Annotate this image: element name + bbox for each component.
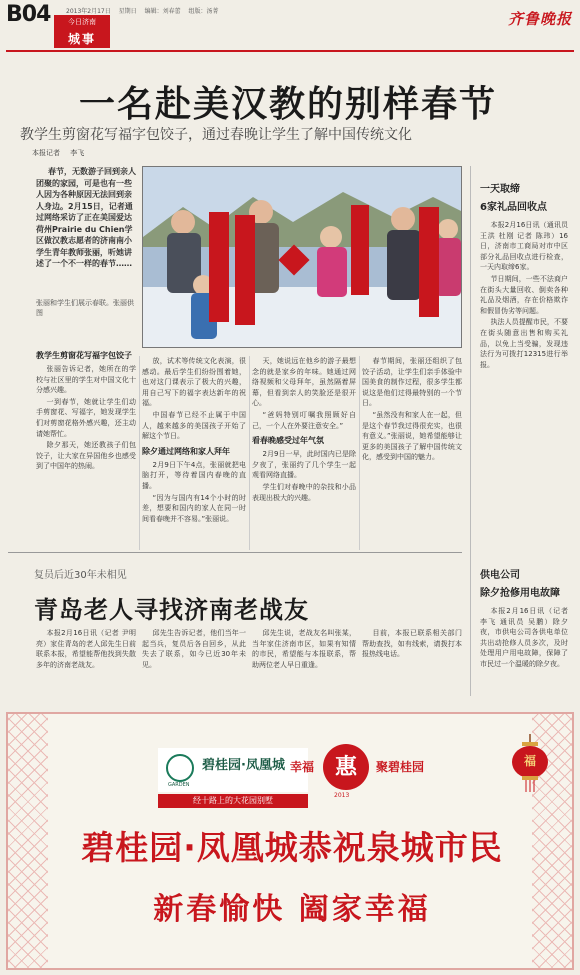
story-column-4 [362, 356, 462, 550]
story-paragraph: “虽然没有和家人在一起，但是这个春节我过得很充实，也很有意义。”张丽说，她希望能够让更多的美国孩子了解中国传统文化，感受到中国的魅力。 [362, 410, 462, 462]
story-paragraph: 张丽告诉记者，她所在的学校与社区里的学生对中国文化十分感兴趣。 [36, 365, 136, 395]
story-paragraph: 学生们对春晚中的杂技和小品表现出极大的兴趣。 [252, 482, 356, 502]
issue-weekday: 星期日 [118, 8, 137, 15]
story-paragraph: “因为与国内有14个小时的时差，想要和国内的家人在同一时间看春晚并不容易。”张丽说。 [142, 493, 246, 523]
story-subhead-3: 看春晚感受过年气氛 [252, 436, 324, 446]
brief-paragraph: 节日期间，一些不法商户在街头大量回收、倒卖各种礼品及烟酒，存在价格欺诈和假冒伪劣等问题。 [480, 274, 568, 315]
story2-headline: 青岛老人寻找济南老战友 [34, 596, 309, 624]
story-column-3 [252, 356, 356, 550]
section-badge [54, 15, 110, 48]
story-subhead-2: 除夕通过网络和家人拜年 [142, 446, 230, 456]
story2-kicker: 复员后近30年未相见 [34, 570, 127, 581]
ad-brand-name: 碧桂园·凤凰城 [202, 758, 285, 773]
story2-paragraph: 本报2月16日讯（记者 尹明亮）家住青岛的老人邱先生日前联系本报，希望能帮他找到失散多年的济南老战友。 [36, 629, 136, 669]
story-paragraph: 除夕那天，她还教孩子们包饺子，让大家在异国他乡也感受到了中国年的热闹。 [36, 441, 136, 471]
top-rule [6, 50, 574, 52]
ad-brand-tagline: 经十路上的大花园别墅 [158, 794, 308, 808]
story-paragraph: “爸妈特别叮嘱我照顾好自己，一个人在外要注意安全。” [252, 410, 356, 430]
main-headline: 一名赴美汉教的别样春节 [78, 84, 497, 125]
ad-hui-seal: 惠 [323, 744, 369, 790]
photo-illustration [143, 167, 462, 348]
story-paragraph: 春节期间，张丽还组织了包饺子活动，让学生们亲手体验中国美食的制作过程，很多学生都说这是他们过得最特别的一个节日。 [362, 357, 462, 408]
ad-main-line: 碧桂园·凤凰城恭祝泉城市民 [81, 828, 503, 867]
story-paragraph: 2月9日一早，此时国内已是除夕夜了，张丽约了几个学生一起观看网络直播。 [252, 450, 356, 480]
story2-column-3 [252, 628, 356, 698]
lantern-char: 福 [523, 754, 536, 768]
brief2-title: 供电公司 [480, 570, 520, 581]
story-intro [36, 166, 136, 284]
byline-name: 李飞 [70, 149, 85, 157]
story2-column-1 [36, 628, 136, 698]
brief-paragraph: 本报2月16日讯（通讯员 王洪 杜刚 记者 陈玮）16日，济南市工商局对市中区部分礼品回收点进行检查，一天内取缔6家。 [480, 221, 568, 272]
section-name: 城事 [67, 32, 96, 46]
story-column-2 [142, 356, 246, 550]
brief2-subtitle: 除夕抢修用电故障 [480, 588, 560, 599]
story-photo [142, 166, 462, 348]
photo-caption: 张丽和学生们展示春联。张丽供图 [36, 299, 134, 317]
column-divider [359, 356, 360, 550]
brief2-body [480, 606, 568, 698]
story2-column-4 [362, 628, 462, 698]
ad-year: 2013 [334, 792, 350, 799]
ad-brand-en: GARDEN [168, 782, 190, 788]
story2-paragraph: 邱先生告诉记者，他们当年一起当兵，复员后各自回乡，从此失去了联系，如今已近30年未见。 [142, 629, 246, 669]
brief-paragraph: 执法人员提醒市民，不要在街头随意出售和购买礼品，以免上当受骗，发现违法行为可拨打12315进行举报。 [480, 318, 568, 369]
page-number: B04 [6, 2, 51, 27]
main-subhead: 教学生剪窗花写福字包饺子，通过春晚让学生了解中国传统文化 [20, 127, 412, 143]
column-divider [249, 356, 250, 550]
column-divider [139, 356, 140, 550]
story-paragraph: 2月9日下午4点，张丽就把电脑打开，等待着国内春晚的直播。 [142, 460, 246, 490]
right-column-rule [470, 166, 471, 696]
brief-paragraph: 本报2月16日讯（记者 李飞 通讯员 吴鹏）除夕夜，市供电公司各供电单位共出动抢修人员多次，及时处理用户用电故障，保障了市民过一个温暖的除夕夜。 [480, 607, 568, 668]
brief1-subtitle: 6家礼品回收点 [480, 202, 547, 213]
intro-paragraph: 春节，无数游子回到亲人团聚的家园，可是也有一些人因为各种原因无法回到亲人身边。2月15日，记者通过网络采访了正在美国爱达荷州Prairie du Chien学区做汉教志愿者的济南南小学生青年教师张丽，听她讲述了一个不一样的春节…… [36, 167, 136, 268]
main-byline [32, 148, 92, 158]
story-column-1 [36, 346, 136, 550]
story-paragraph: 中国春节已经不止属于中国人，越来越多的美国孩子开始了解这个节日。 [142, 410, 246, 441]
paper-logo: 齐鲁晚报 [507, 10, 572, 28]
issue-date: 2013年2月17日 [66, 8, 111, 15]
story2-rule [8, 552, 462, 553]
byline-role: 本报记者 [32, 149, 60, 157]
real-estate-ad[interactable] [6, 712, 574, 970]
story-paragraph: 一到春节，她就让学生们动手剪窗花、写福字，她发现学生们对剪窗花格外感兴趣，还主动请她帮忙。 [36, 397, 136, 438]
section-tag: 今日济南 [68, 18, 96, 26]
story2-paragraph: 目前，本报已联系相关部门帮助查找，如有线索，请拨打本报热线电话。 [362, 629, 462, 659]
ad-slogan-right: 聚碧桂园 [376, 760, 425, 774]
editor-credit: 编辑：刘春蕾 [144, 8, 181, 15]
ad-brand-logo [158, 748, 308, 792]
brief1-body [480, 220, 568, 552]
masthead [0, 0, 580, 50]
story2-column-2 [142, 628, 246, 698]
ad-greeting: 新春愉快 阖家幸福 [153, 892, 431, 927]
story2-paragraph: 邱先生说，老战友名叫张某，当年家住济南市区，如果有知情的市民，希望能与本报联系，帮助两位老人早日重逢。 [252, 629, 356, 669]
header-meta [66, 6, 225, 15]
phoenix-icon [166, 754, 194, 782]
story-subhead-1: 教学生剪窗花写福字包饺子 [36, 351, 132, 360]
layout-credit: 组版：汤菁 [188, 8, 219, 15]
brief1-title: 一天取缔 [480, 184, 520, 195]
ad-slogan-left: 幸福 [290, 760, 315, 774]
story-paragraph: 天，她说远在他乡的游子最想念的就是家乡的年味。她通过网络视频和父母拜年，虽然隔着屏幕，但看到亲人的笑脸还是很开心。 [252, 357, 356, 408]
story-paragraph: 放，试术等传统文化表演，很感动。最后学生们纷纷围着她，也对这门课表示了极大的兴趣，用自己写下的福字表达新年的祝福。 [142, 357, 246, 408]
